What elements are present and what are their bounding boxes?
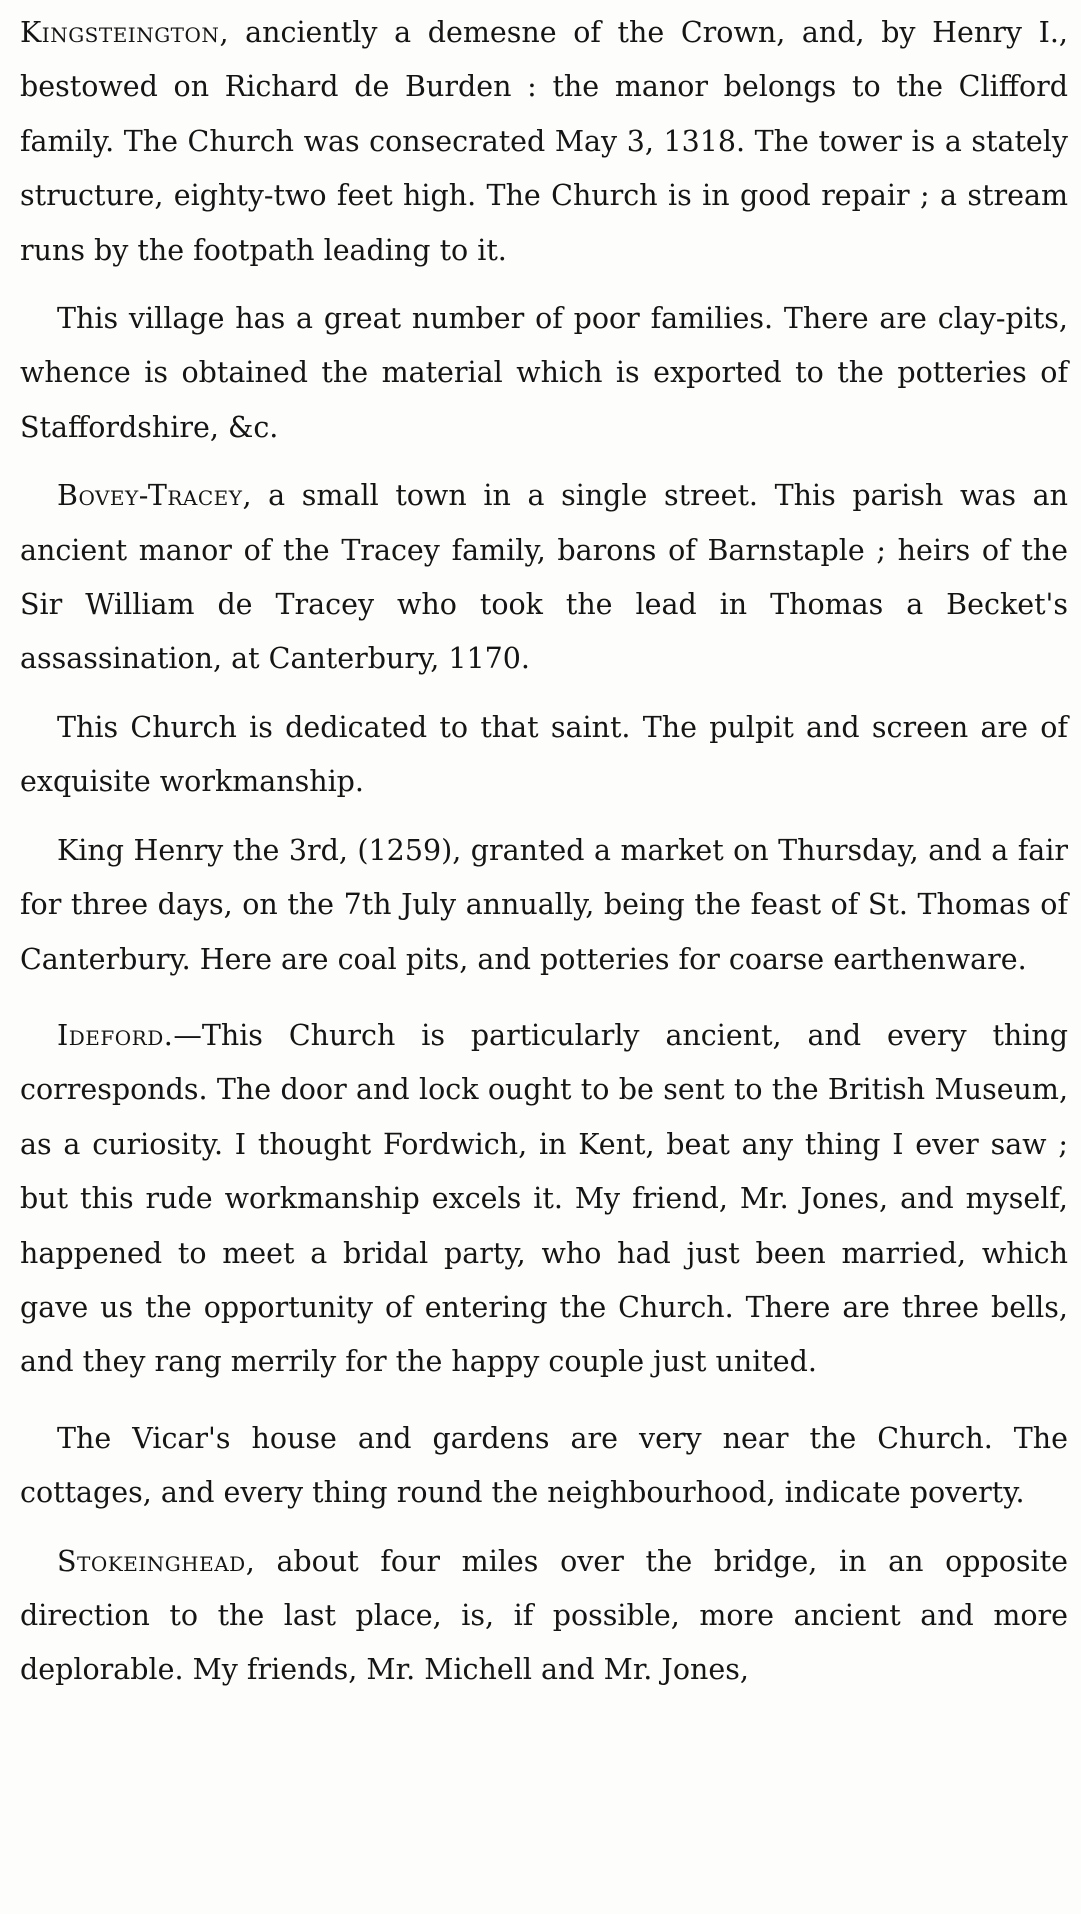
- place-heading-bovey-tracey: Bovey-Tracey: [57, 479, 243, 513]
- paragraph-vicar: [20, 1412, 1068, 1521]
- paragraph-text: , anciently a demesne of the Crown, and, by Henry I., bestowed on Richard de Burden : the manor belongs to the Clifford family. The Church was consecrated May 3, 1318. The tower is a stately structure, eighty-two feet high. The Church is in good repair ; a stream runs by the footpath leading to it.: [20, 16, 1068, 267]
- paragraph-text: The Vicar's house and gardens are very near the Church. The cottages, and every thing round the neighbourhood, indicate poverty.: [20, 1421, 1068, 1510]
- paragraph-market: [20, 824, 1068, 987]
- paragraph-stokeinghead: [20, 1535, 1068, 1698]
- place-heading-ideford: Ideford.: [57, 1018, 174, 1052]
- paragraph-text: , a small town in a single street. This parish was an ancient manor of the Tracey family, barons of Barnstaple ; heirs of the Sir William de Tracey who took the lead in Thomas a Becket's assassination, at Canterbury, 1170.: [20, 479, 1068, 676]
- paragraph-text: This Church is dedicated to that saint. The pulpit and screen are of exquisite workmanship.: [20, 710, 1068, 799]
- place-heading-kingsteington: Kingsteington: [20, 16, 220, 49]
- paragraph-text: , about four miles over the bridge, in an opposite direction to the last place, is, if possible, more ancient and more deplorable. My friends, Mr. Michell and Mr. Jones,: [20, 1544, 1068, 1687]
- page-text: [20, 6, 1068, 1698]
- place-heading-stokeinghead: Stokeinghead: [57, 1544, 246, 1578]
- paragraph-text: King Henry the 3rd, (1259), granted a market on Thursday, and a fair for three days, on the 7th July annually, being the feast of St. Thomas of Canterbury. Here are coal pits, and potteries for coarse earthenware.: [20, 833, 1068, 976]
- paragraph-kingsteington: [20, 6, 1068, 278]
- paragraph-bovey-tracey: [20, 469, 1068, 687]
- paragraph-ideford: [20, 1009, 1068, 1390]
- paragraph-text: This village has a great number of poor families. There are clay-pits, whence is obtained the material which is exported to the potteries of Staffordshire, &c.: [20, 302, 1068, 444]
- paragraph-text: —This Church is particularly ancient, and every thing corresponds. The door and lock ought to be sent to the British Museum, as a curiosity. I thought Fordwich, in Kent, beat any thing I ever saw ; but this rude workmanship excels it. My friend, Mr. Jones, and myself, happened to meet a bridal party, who had just been married, which gave us the opportunity of entering the Church. There are three bells, and they rang merrily for the happy couple just united.: [20, 1018, 1068, 1379]
- paragraph-clay-pits: [20, 292, 1068, 455]
- paragraph-church-saint: [20, 701, 1068, 810]
